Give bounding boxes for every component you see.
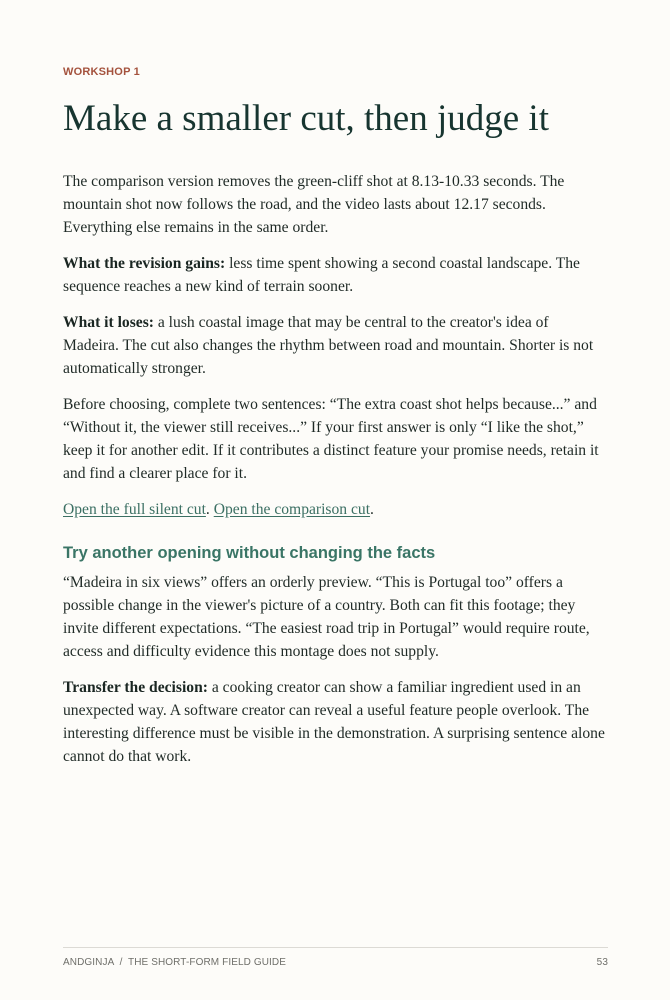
- footer-divider: [63, 947, 608, 948]
- section-heading: Try another opening without changing the facts: [63, 544, 436, 562]
- links-paragraph: [63, 498, 608, 521]
- gains-paragraph: [63, 252, 608, 298]
- intro-paragraph: The comparison version removes the green-cliff shot at 8.13-10.33 seconds. The mountain shot now follows the road, and the video lasts about 12.17 seconds. Everything else remains in the same order.: [63, 173, 565, 236]
- page-title: Make a smaller cut, then judge it: [63, 98, 549, 139]
- gains-text: less time spent showing a second coastal landscape. The sequence reaches a new kind of terrain sooner.: [63, 255, 580, 295]
- loses-paragraph: [63, 311, 608, 380]
- links-separator: .: [205, 501, 214, 518]
- article-body: [63, 170, 608, 781]
- before-choosing-paragraph: Before choosing, complete two sentences: “The extra coast shot helps because...” and “Without it, the viewer still receives...” If your first answer is only “I like the shot,” keep it for another edit. If it contributes a distinct feature your promise needs, retain it and find a clearer place for it.: [63, 396, 599, 482]
- full-cut-link[interactable]: Open the full silent cut: [63, 501, 206, 518]
- page-footer: [63, 957, 608, 968]
- links-end: .: [370, 501, 374, 518]
- transfer-label: Transfer the decision:: [63, 679, 208, 696]
- transfer-text: a cooking creator can show a familiar ingredient used in an unexpected way. A software creator can reveal a useful feature people overlook. The interesting difference must be visible in the demonstration. A surprising sentence alone cannot do that work.: [63, 679, 605, 765]
- transfer-paragraph: [63, 676, 608, 768]
- gains-label: What the revision gains:: [63, 255, 226, 272]
- comparison-cut-link[interactable]: Open the comparison cut: [213, 501, 371, 518]
- page-number: 53: [596, 957, 608, 968]
- opening-paragraph: “Madeira in six views” offers an orderly preview. “This is Portugal too” offers a possible change in the viewer's picture of a country. Both can fit this footage; they invite different expectations. “The easiest road trip in Portugal” would require route, access and difficulty evidence this montage does not supply.: [63, 574, 590, 660]
- loses-text: a lush coastal image that may be central to the creator's idea of Madeira. The cut also changes the rhythm between road and mountain. Shorter is not automatically stronger.: [63, 314, 594, 377]
- section-eyebrow: WORKSHOP 1: [63, 66, 140, 78]
- loses-label: What it loses:: [63, 314, 154, 331]
- footer-running-title: ANDGINJA / THE SHORT-FORM FIELD GUIDE: [63, 957, 287, 968]
